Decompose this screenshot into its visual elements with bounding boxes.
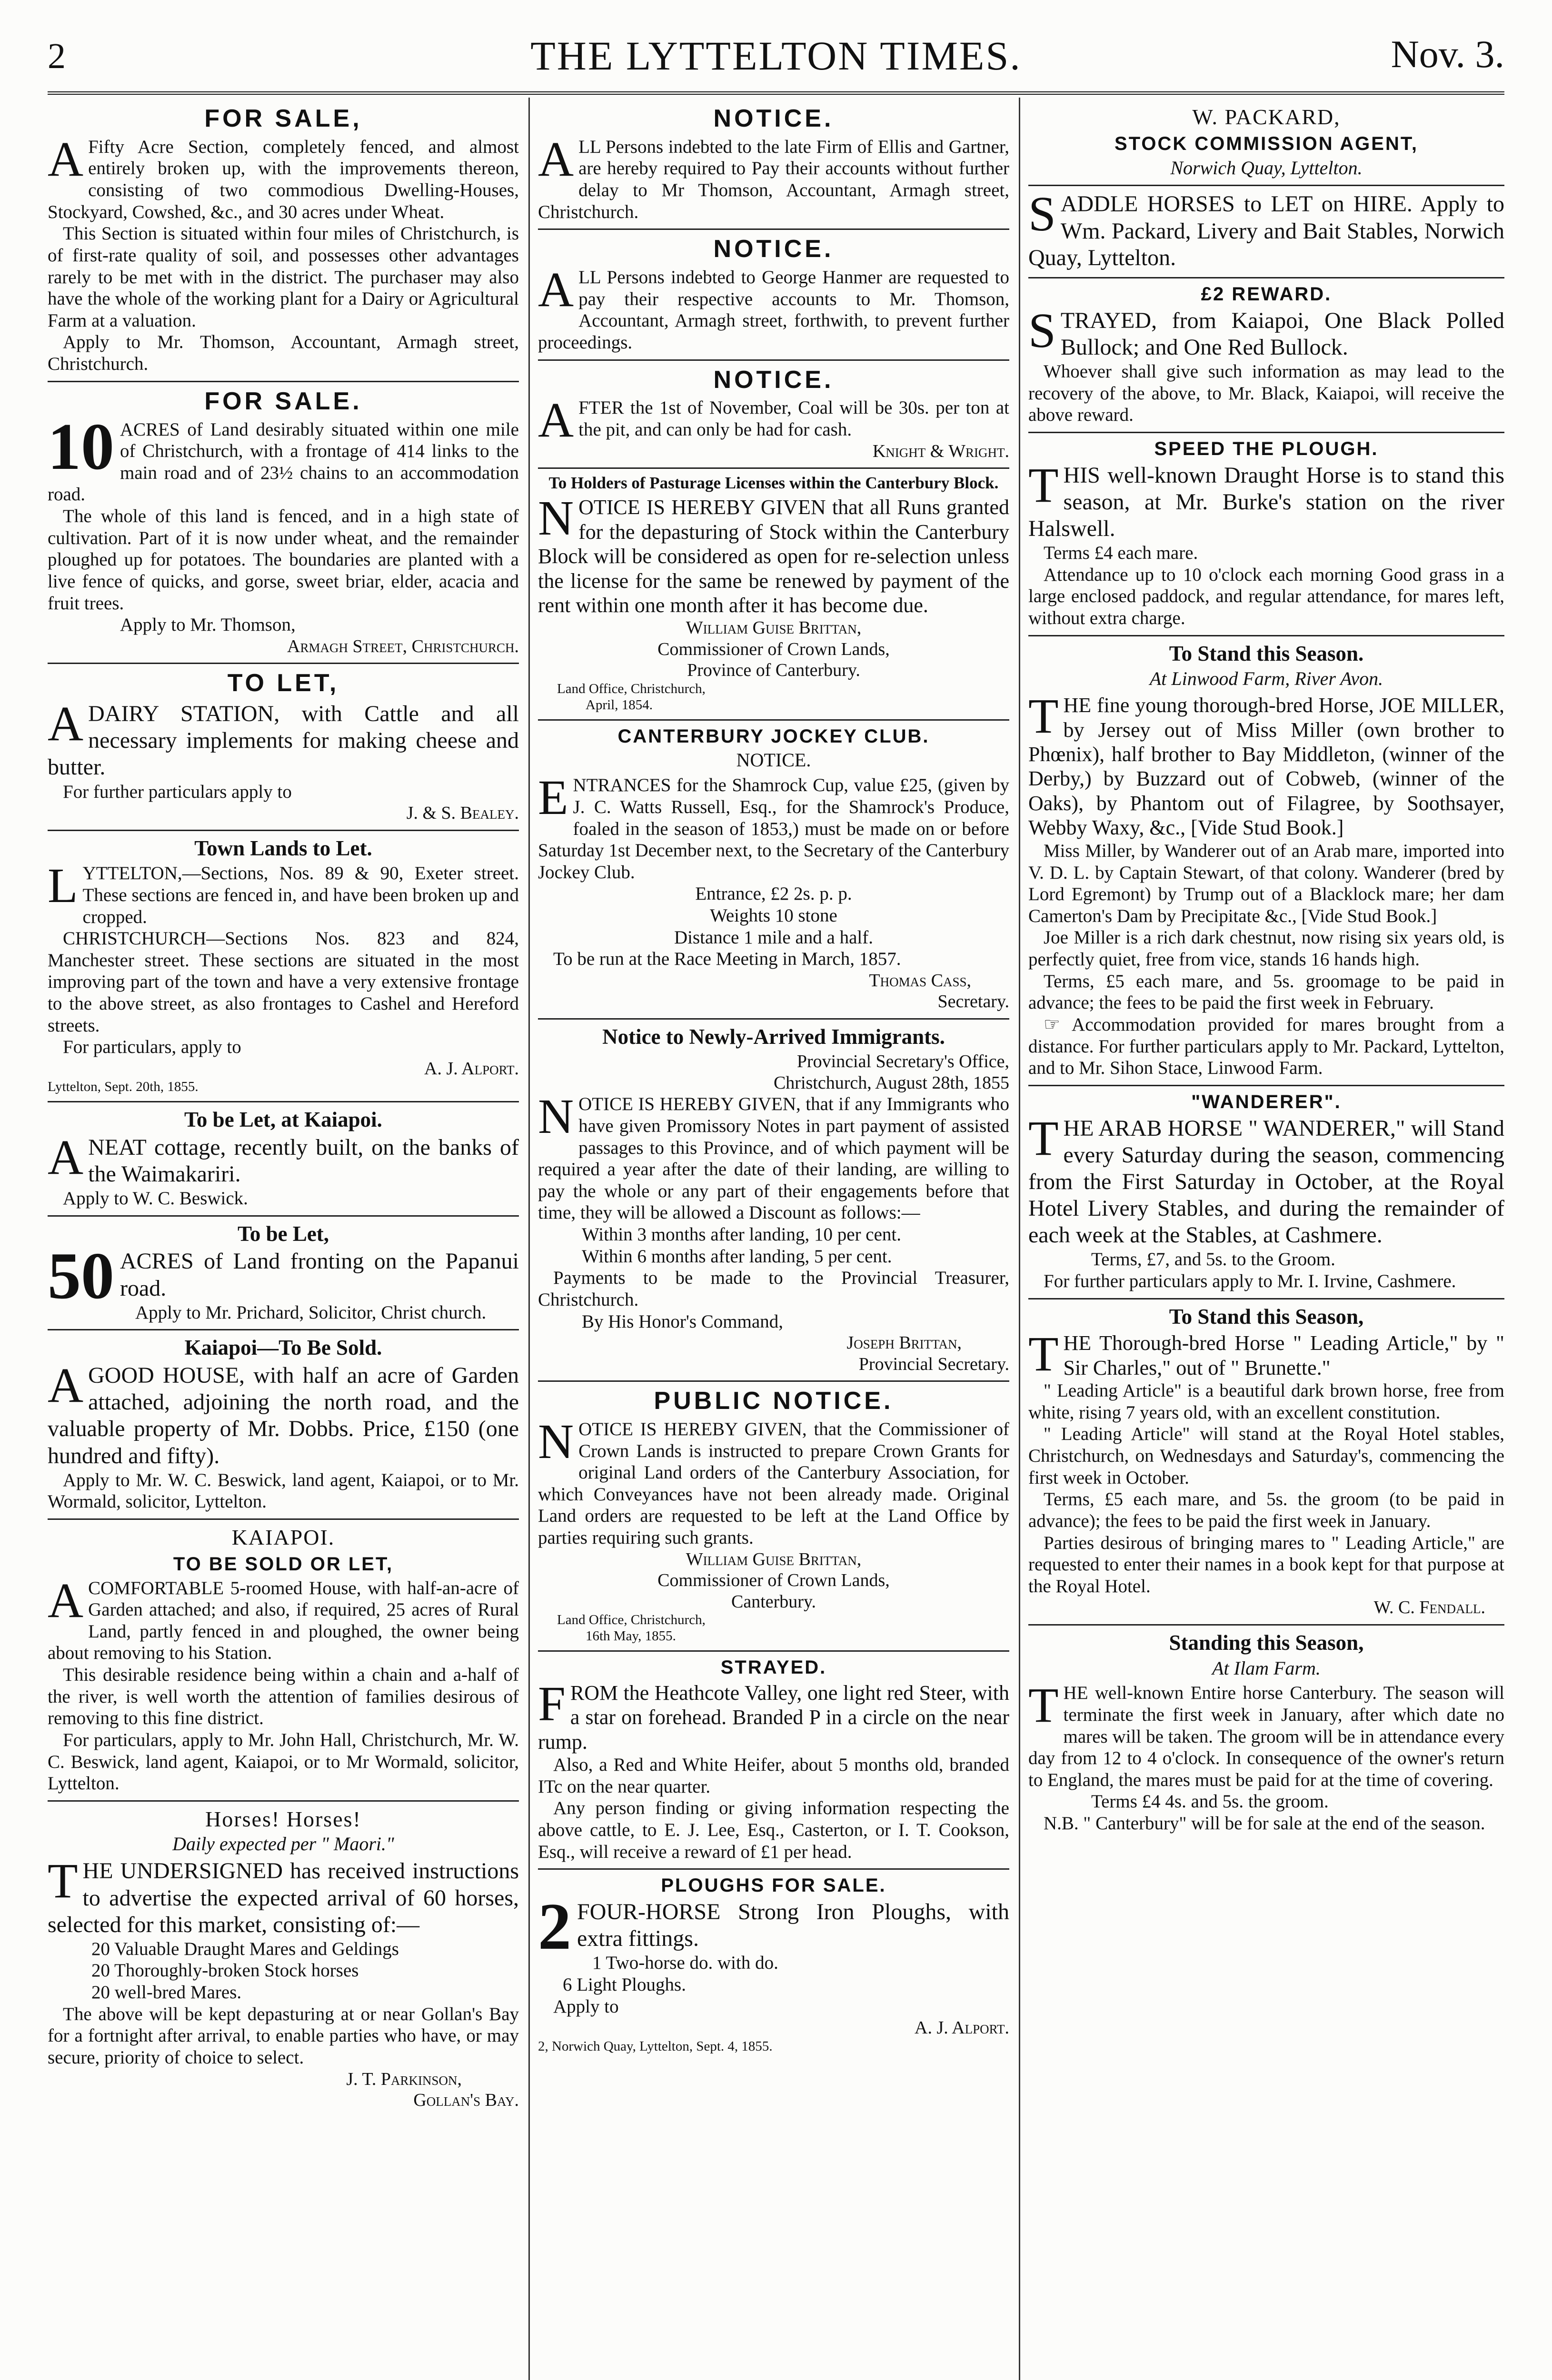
advert-heading: Standing this Season, — [1169, 1630, 1364, 1655]
advert-public-notice — [538, 1387, 1009, 1645]
drop-cap: N — [538, 491, 574, 546]
advert-notice-coal — [538, 366, 1009, 462]
advert-signature: Provincial Secretary. — [858, 1354, 1009, 1374]
list-item: 1 Two-horse do. with do. — [592, 1953, 778, 1973]
advert-heading: STRAYED. — [720, 1656, 827, 1678]
advert-body: This Section is situated within four miles of Christchurch, is of first-rate quality of soil, and possesses other advantages rarely to be met with in the district. The purchaser may also have the whole of the working plant for a Dairy or Agricultural Farm at a valuation. — [48, 223, 519, 331]
masthead-rule — [48, 91, 1504, 95]
advert-body: HIS well-known Draught Horse is to stand this season, at Mr. Burke's station on the river Halswell. — [1028, 462, 1504, 541]
advert-line: Distance 1 mile and a half. — [674, 927, 873, 948]
drop-cap: S — [1028, 303, 1056, 358]
advert-body: Terms, £5 each mare, and 5s. groomage to be paid in advance; the fees to be paid the first week in February. — [1028, 971, 1504, 1013]
advert-signature: J. & S. Bealey. — [406, 803, 519, 823]
advert-body: FOUR-HORSE Strong Iron Ploughs, with extra fittings. — [577, 1899, 1009, 1952]
list-item: 20 Thoroughly-broken Stock horses — [91, 1960, 359, 1981]
advert-body: NTRANCES for the Shamrock Cup, value £25, (given by J. C. Watts Russell, Esq., for the Shamrock's Produce, foaled in the season of 1853,) must be made on or before Saturday 1st December next, to the Secretary of the Canterbury Jockey Club. — [538, 775, 1009, 883]
advert-body: Apply to Mr. W. C. Beswick, land agent, Kaiapoi, or to Mr. Wormald, solicitor, Lyttelton. — [48, 1469, 519, 1512]
advert-date: Lyttelton, Sept. 20th, 1855. — [48, 1079, 199, 1095]
advert-body: GOOD HOUSE, with half an acre of Garden attached, adjoining the north road, and the valuable property of Mr. Dobbs. Price, £150 (one hundred and fifty). — [48, 1363, 519, 1468]
advert-body: OTICE IS HEREBY GIVEN, that if any Immigrants who have given Promissory Notes in part payment of assisted passages to this Province, and of which payment will be required a year after the date of their landing, are willing to pay the whole or any part of their engagements before that time, they will be allowed a Discount as follows:— — [538, 1094, 1009, 1223]
advert-wanderer — [1028, 1091, 1504, 1292]
advert-body: For further particulars apply to — [63, 781, 292, 802]
advert-heading: KAIAPOI. — [231, 1525, 335, 1549]
advert-signature: J. T. Parkinson, — [346, 2069, 462, 2089]
advert-packard — [1028, 104, 1504, 179]
advert-heading: NOTICE. — [713, 105, 834, 132]
advert-body: Miss Miller, by Wanderer out of an Arab mare, imported into V. D. L. by Captain Stewart, of that colony. Wanderer (bred by Lord Egremont) by Trump out of a Blacklock mare; her dam Camerton's Dam by Precipitate &c., [Vide Stud Book.] — [1028, 840, 1504, 926]
advert-pasturage-licenses — [538, 474, 1009, 713]
advert-reward — [1028, 283, 1504, 426]
advert-body: HE well-known Entire horse Canterbury. The season will terminate the first week in January, after which date no mares will be taken. The groom will be in attendance every day from 12 to 4 o'clock. In consequence of the owner's return to England, the mares must be paid for at the time of covering. — [1028, 1683, 1504, 1790]
advert-body: HE fine young thorough-bred Horse, JOE MILLER, by Jersey out of Miss Miller (own brother to Phœnix), half brother to Bay Middleton, (winner of the Derby,) by Buzzard out of Cobweb, (winner of the Oaks), by Phantom out of Filagree, by Soothsayer, Webby Waxy, &c., [Vide Stud Book.] — [1028, 694, 1504, 840]
drop-cap: A — [538, 262, 574, 317]
advert-horses — [48, 1806, 519, 2111]
advert-signature: William Guise Brittan, — [686, 618, 862, 638]
advert-body: OTICE IS HEREBY GIVEN that all Runs granted for the depasturing of Stock within the Canterbury Block will be considered as open for re-selection unless the license for the same be renewed by payment of the rent within one month after it has become due. — [538, 496, 1009, 617]
advert-date: April, 1854. — [586, 697, 653, 713]
column-3 — [1028, 102, 1504, 2380]
advert-body: N.B. " Canterbury" will be for sale at the end of the season. — [1044, 1813, 1485, 1834]
advert-body: " Leading Article" will stand at the Royal Hotel stables, Christchurch, on Wednesdays and Saturday's, commencing the first week in October. — [1028, 1424, 1504, 1488]
advert-strayed — [538, 1656, 1009, 1863]
advert-heading: FOR SALE, — [204, 105, 362, 132]
advert-body: Payments to be made to the Provincial Treasurer, Christchurch. — [538, 1268, 1009, 1310]
advert-kaiapoi-house — [48, 1525, 519, 1795]
advert-body: Terms £4 4s. and 5s. the groom. — [1091, 1791, 1329, 1812]
advert-body: For particulars, apply to — [63, 1037, 241, 1058]
advert-heading: To Stand this Season. — [1169, 641, 1364, 665]
advert-body: Joe Miller is a rich dark chestnut, now rising six years old, is perfectly quiet, free from vice, stands 16 hands high. — [1028, 927, 1504, 970]
advert-body: By His Honor's Command, — [582, 1311, 784, 1332]
advert-body: Apply to Mr. Thomson, Accountant, Armagh street, Christchurch. — [48, 332, 519, 375]
advert-heading: SPEED THE PLOUGH. — [1154, 438, 1379, 459]
advert-body: The above will be kept depasturing at or near Gollan's Bay for a fortnight after arrival, to enable parties who have, or may secure, priority of choice to select. — [48, 2003, 519, 2068]
advert-heading: NOTICE. — [713, 366, 834, 394]
advert-date: Land Office, Christchurch, — [557, 1612, 706, 1628]
advert-signature: W. C. Fendall. — [1373, 1597, 1485, 1618]
drop-cap: 2 — [538, 1890, 571, 1964]
advert-body: COMFORTABLE 5-roomed House, with half-an-acre of Garden attached; and also, if required, 25 acres of Rural Land, partly fenced in and ploughed, the owner being about removing to his Station. — [48, 1577, 519, 1664]
issue-date: Nov. 3. — [1391, 32, 1504, 76]
advert-kaiapoi-sold — [48, 1335, 519, 1513]
list-item: Within 6 months after landing, 5 per cent. — [582, 1246, 892, 1267]
column-1 — [48, 102, 519, 2380]
advert-body: Whoever shall give such information as may lead to the recovery of the above, to Mr. Black, Kaiapoi, will receive the above reward. — [1028, 361, 1504, 426]
advert-body: ADDLE HORSES to LET on HIRE. Apply to Wm. Packard, Livery and Bait Stables, Norwich Quay, Lyttelton. — [1028, 191, 1504, 270]
advert-signature: Knight & Wright. — [872, 441, 1009, 461]
advert-body: This desirable residence being within a chain and a-half of the river, is well worth the attention of families desirous of removing to this fine district. — [48, 1665, 519, 1729]
advert-heading: Kaiapoi—To Be Sold. — [184, 1336, 382, 1360]
drop-cap: T — [1028, 1111, 1059, 1166]
advert-joe-miller — [1028, 641, 1504, 1079]
advert-body: Any person finding or giving information respecting the above cattle, to E. J. Lee, Esq., Casterton, or I. T. Cookson, Esq., will receive a reward of £1 per head. — [538, 1798, 1009, 1862]
advert-signature: Canterbury. — [731, 1591, 816, 1612]
advert-signature: Secretary. — [937, 992, 1009, 1012]
advert-subheading: At Ilam Farm. — [1212, 1657, 1321, 1679]
masthead — [48, 26, 1504, 86]
advert-heading: W. PACKARD, — [1192, 105, 1341, 129]
drop-cap: T — [1028, 1678, 1059, 1733]
advert-kaiapoi-cottage — [48, 1107, 519, 1210]
newspaper-title: THE LYTTELTON TIMES. — [530, 33, 1022, 79]
drop-cap: N — [538, 1414, 574, 1469]
list-item: 20 Valuable Draught Mares and Geldings — [91, 1938, 399, 1959]
column-divider — [1019, 98, 1020, 2380]
advert-body: Parties desirous of bringing mares to " Leading Article," are requested to enter their names in a book kept for that purpose at the Royal Hotel. — [1028, 1532, 1504, 1597]
advert-body: OTICE IS HEREBY GIVEN, that the Commissioner of Crown Lands is instructed to prepare Crown Grants for original Land orders of the Canterbury Association, for which Conveyances have not been already made. Original Land orders are requested to be left at the Land Office by parties requiring such grants. — [538, 1418, 1009, 1548]
drop-cap: T — [1028, 689, 1059, 744]
advert-line: Weights 10 stone — [710, 905, 837, 926]
advert-for-sale-ten-acres — [48, 387, 519, 657]
drop-cap: L — [48, 858, 78, 913]
list-item: 6 Light Ploughs. — [563, 1974, 686, 1995]
drop-cap: 50 — [48, 1239, 114, 1313]
advert-body: Apply to Mr. Thomson, — [120, 615, 296, 635]
advert-signature: A. J. Alport. — [915, 2018, 1009, 2038]
advert-heading: To be Let, at Kaiapoi. — [184, 1108, 382, 1132]
advert-signature: Commissioner of Crown Lands, — [657, 1570, 890, 1591]
advert-subheading: Norwich Quay, Lyttelton. — [1170, 157, 1363, 178]
advert-body: ACRES of Land desirably situated within one mile of Christchurch, with a frontage of 414 links to the main road and of 23½ chains to an accommodation road. — [48, 419, 519, 505]
advert-heading: "WANDERER". — [1191, 1091, 1342, 1112]
drop-cap: A — [48, 131, 84, 187]
advert-signature: Joseph Brittan, — [846, 1333, 962, 1353]
advert-ploughs — [538, 1874, 1009, 2054]
advert-notice-ellis-gartner — [538, 104, 1009, 223]
advert-canterbury-horse — [1028, 1630, 1504, 1835]
list-item: Within 3 months after landing, 10 per cent. — [582, 1224, 902, 1245]
advert-saddle-horses — [1028, 187, 1504, 271]
advert-body: ☞ Accommodation provided for mares brought from a distance. For further particulars apply to Mr. Packard, Lyttelton, and to Mr. Sihon Stace, Linwood Farm. — [1028, 1014, 1504, 1079]
advert-jockey-club — [538, 725, 1009, 1012]
advert-heading: £2 REWARD. — [1201, 283, 1332, 305]
advert-body: HE UNDERSIGNED has received instructions to advertise the expected arrival of 60 horses, selected for this market, consisting of:— — [48, 1858, 519, 1937]
advert-date: Land Office, Christchurch, — [557, 681, 706, 696]
advert-body: LL Persons indebted to George Hanmer are requested to pay their respective accounts to Mr. Thomson, Accountant, Armagh street, forthwith, to prevent further proceedings. — [538, 267, 1009, 353]
drop-cap: T — [1028, 1327, 1059, 1382]
advert-subheading: NOTICE. — [736, 749, 811, 771]
advert-heading: FOR SALE. — [204, 387, 362, 415]
drop-cap: A — [538, 131, 574, 187]
advert-fifty-acres — [48, 1221, 519, 1324]
column-divider — [528, 98, 530, 2380]
advert-body: YTTELTON,—Sections, Nos. 89 & 90, Exeter street. These sections are fenced in, and have been broken up and cropped. — [82, 863, 519, 927]
advert-body: Apply to W. C. Beswick. — [63, 1188, 248, 1209]
column-2 — [538, 102, 1009, 2380]
advert-body: LL Persons indebted to the late Firm of Ellis and Gartner, are hereby required to Pay their accounts without further delay to Mr Thomson, Accountant, Armagh street, Christchurch. — [538, 136, 1009, 222]
advert-body: NEAT cottage, recently built, on the banks of the Waimakariri. — [88, 1134, 519, 1187]
advert-heading: Town Lands to Let. — [194, 836, 372, 860]
page-number: 2 — [48, 36, 66, 76]
advert-signature: Province of Canterbury. — [687, 660, 860, 681]
advert-heading: NOTICE. — [713, 235, 834, 263]
advert-heading: Notice to Newly-Arrived Immigrants. — [602, 1024, 945, 1049]
advert-body: " Leading Article" is a beautiful dark brown horse, free from white, rising 7 years old, with an excellent constitution. — [1028, 1380, 1504, 1423]
drop-cap: A — [48, 1130, 84, 1185]
advert-signature: Commissioner of Crown Lands, — [657, 639, 890, 659]
advert-leading-article — [1028, 1304, 1504, 1618]
advert-notice-hanmer — [538, 235, 1009, 353]
advert-line: Entrance, £2 2s. p. p. — [695, 883, 852, 904]
drop-cap: F — [538, 1676, 566, 1731]
advert-subheading: Daily expected per " Maori." — [172, 1833, 394, 1854]
drop-cap: A — [538, 393, 574, 448]
advert-signature: William Guise Brittan, — [686, 1549, 862, 1569]
advert-body: Apply to Mr. Prichard, Solicitor, Christ church. — [135, 1302, 487, 1323]
advert-body: TRAYED, from Kaiapoi, One Black Polled Bullock; and One Red Bullock. — [1060, 307, 1504, 360]
advert-heading: To be Let, — [237, 1221, 329, 1246]
advert-signature: A. J. Alport. — [424, 1058, 519, 1079]
drop-cap: 10 — [48, 409, 114, 484]
advert-body: Also, a Red and White Heifer, about 5 months old, branded ITc on the near quarter. — [538, 1755, 1009, 1797]
advert-subheading: STOCK COMMISSION AGENT, — [1114, 133, 1418, 154]
drop-cap: A — [48, 1573, 84, 1628]
drop-cap: A — [48, 696, 84, 752]
advert-heading: PLOUGHS FOR SALE. — [661, 1875, 886, 1896]
advert-heading: To Holders of Pasturage Licenses within the Canterbury Block. — [548, 474, 999, 493]
advert-heading: PUBLIC NOTICE. — [654, 1387, 894, 1415]
advert-body: FTER the 1st of November, Coal will be 30s. per ton at the pit, and can only be had for cash. — [578, 397, 1009, 440]
advert-date: 16th May, 1855. — [586, 1628, 676, 1644]
advert-heading: TO LET, — [227, 669, 339, 697]
advert-body: Apply to — [553, 1996, 619, 2017]
advert-body: DAIRY STATION, with Cattle and all necessary implements for making cheese and butter. — [48, 701, 519, 780]
advert-body: Terms, £5 each mare, and 5s. the groom (to be paid in advance); the fees to be paid the first week in January. — [1028, 1489, 1504, 1531]
drop-cap: A — [48, 1358, 84, 1413]
drop-cap: T — [48, 1854, 78, 1909]
advert-body: Terms, £7, and 5s. to the Groom. — [1091, 1249, 1335, 1270]
advert-heading: Horses! Horses! — [205, 1806, 361, 1831]
advert-for-sale-fifty-acre — [48, 104, 519, 375]
drop-cap: S — [1028, 187, 1056, 242]
advert-body: CHRISTCHURCH—Sections Nos. 823 and 824, Manchester street. These sections are situated in the most improving part of the town and have a very extensive frontage to the above street, as also frontages to Cashel and Hereford streets. — [48, 928, 519, 1036]
advert-to-let-dairy — [48, 669, 519, 823]
advert-immigrants — [538, 1024, 1009, 1375]
advert-signature: Gollan's Bay. — [413, 2090, 519, 2111]
advert-body: ACRES of Land fronting on the Papanui road. — [120, 1249, 519, 1301]
advert-heading: To Stand this Season, — [1169, 1304, 1364, 1329]
advert-body: To be run at the Race Meeting in March, 1857. — [553, 949, 901, 970]
advert-body: Fifty Acre Section, completely fenced, and almost entirely broken up, with the improvements thereon, consisting of two commodious Dwelling-Houses, Stockyard, Cowshed, &c., and 30 acres under Wheat. — [48, 136, 519, 222]
drop-cap: T — [1028, 457, 1059, 513]
drop-cap: E — [538, 770, 568, 825]
list-item: 20 well-bred Mares. — [91, 1982, 242, 2003]
advert-from: Provincial Secretary's Office, — [796, 1051, 1009, 1072]
advert-subheading: TO BE SOLD OR LET, — [173, 1553, 394, 1575]
advert-body: HE Thorough-bred Horse " Leading Article," by " Sir Charles," out of " Brunette." — [1063, 1331, 1504, 1379]
advert-heading: CANTERBURY JOCKEY CLUB. — [617, 725, 930, 747]
advert-speed-the-plough — [1028, 438, 1504, 629]
advert-subheading: At Linwood Farm, River Avon. — [1149, 668, 1383, 690]
advert-body: For further particulars apply to Mr. I. Irvine, Cashmere. — [1044, 1270, 1456, 1291]
advert-signature: Thomas Cass, — [869, 970, 971, 991]
advert-date: 2, Norwich Quay, Lyttelton, Sept. 4, 1855. — [538, 2038, 773, 2054]
advert-body: Terms £4 each mare. — [1044, 543, 1198, 564]
advert-body: ROM the Heathcote Valley, one light red Steer, with a star on forehead. Branded P in a circle on the near rump. — [538, 1681, 1009, 1754]
advert-body: For particulars, apply to Mr. John Hall, Christchurch, Mr. W. C. Beswick, land agent, Kaiapoi, or to Mr Wormald, solicitor, Lyttelton. — [48, 1729, 519, 1794]
advert-signature: Armagh Street, Christchurch. — [287, 636, 519, 656]
advert-body: Attendance up to 10 o'clock each morning Good grass in a large enclosed paddock, and regular attendance, for mares left, without extra charge. — [1028, 564, 1504, 628]
advert-town-lands — [48, 836, 519, 1096]
advert-body: The whole of this land is fenced, and in a high state of cultivation. Part of it is now under wheat, and the remainder ploughed up for potatoes. The boundaries are planted with a live fence of quicks, and gorse, sweet briar, elder, acacia and fruit trees. — [48, 506, 519, 614]
drop-cap: N — [538, 1089, 574, 1144]
advert-from: Christchurch, August 28th, 1855 — [773, 1072, 1009, 1093]
advert-body: HE ARAB HORSE " WANDERER," will Stand every Saturday during the season, commencing from the First Saturday in October, at the Royal Hotel Livery Stables, and during the remainder of each week at the Stables, at Cashmere. — [1028, 1115, 1504, 1248]
